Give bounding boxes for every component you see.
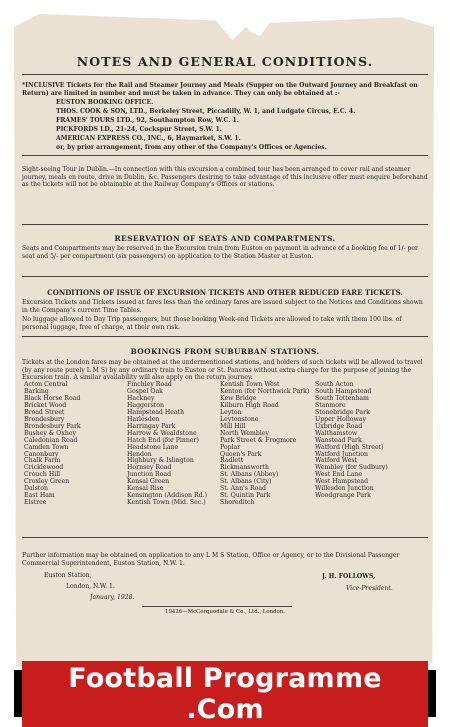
station-name: Watford West <box>315 457 358 465</box>
station-name: Croxley Green <box>24 478 70 486</box>
station-name: Chalk Farm <box>24 457 61 465</box>
station-name: Leyton <box>220 408 242 416</box>
station-name: Camden Town <box>24 443 69 451</box>
station-name: Mill Hill <box>220 422 246 430</box>
sightseeing-paragraph: Sight-seeing Tour in Dublin.—In connection with this excursion a combined tour has been arranged to cover rail and steamer journey, meals en route, drive in Dublin, &c. Passengers desiring to take advantage of this inclusive offer must enquire beforehand as the tickets will not be obtainable at the Railway Company's Offices or stations. <box>22 166 428 189</box>
station-name: Queen's Park <box>220 450 262 458</box>
divider <box>142 606 292 607</box>
station-name: Kensal Green <box>127 478 170 486</box>
station-name: Cricklewood <box>24 464 64 472</box>
agency-cook: THOS. COOK & SON, LTD., Berkeley Street, Piccadilly, W. 1, and Ludgate Circus, E.C. 4. <box>56 108 356 115</box>
station-name: Barking <box>24 387 49 395</box>
conditions-heading: CONDITIONS OF ISSUE OF EXCURSION TICKETS AND OTHER REDUCED FARE TICKETS. <box>47 288 403 297</box>
station-name: North Wembley <box>220 429 270 437</box>
signatory-name: J. H. FOLLOWS, <box>322 573 376 580</box>
station-name: Bushey & Oxhey <box>24 429 76 437</box>
printer-imprint: 19426—McCorquodale & Co., Ltd., London. <box>165 609 285 615</box>
station-name: Harringay Park <box>127 422 176 430</box>
suburban-heading: BOOKINGS FROM SUBURBAN STATIONS. <box>130 347 320 356</box>
station-name: Crouch Hill <box>24 471 61 479</box>
station-name: Poplar <box>220 443 241 451</box>
divider <box>22 537 428 538</box>
signature-date: January, 1928. <box>90 594 135 601</box>
station-column-2 <box>127 382 207 507</box>
divider <box>22 336 428 337</box>
station-name: Kilburn High Road <box>220 401 279 409</box>
suburban-text: Tickets at the London fares may be obtained at the undermentioned stations, and holders of such tickets will be allowed to travel (by any route purely L M S) by any ordinary train to Euston or St. Pancras without extra charge for the purpose of joining the Excursion train. A similar availability will also apply on the return journey. <box>22 359 423 382</box>
agency-frames: FRAMES' TOURS LTD., 92, Southampton Row, W.C. 1. <box>56 117 239 124</box>
station-name: Harrow & Wealdstone <box>127 429 197 437</box>
station-name: Wanstead Park <box>315 436 362 444</box>
station-name: Caledonian Road <box>24 436 78 444</box>
station-name: Kensal Rise <box>127 485 164 493</box>
station-name: Leytonstone <box>220 415 259 423</box>
station-name: Radlett <box>220 457 244 465</box>
divider <box>22 276 428 277</box>
station-column-3 <box>220 382 309 507</box>
conditions-text-1: Excursion Tickets and Tickets issued at fares less than the ordinary fares are issued subject to the Notices and Conditions shown in the Company's current Time Tables. <box>22 299 423 314</box>
station-name: Watford Junction <box>315 450 368 458</box>
station-name: Broad Street <box>24 408 65 416</box>
station-name: Hornsey Road <box>127 464 172 472</box>
station-name: St. Albans (City) <box>220 478 272 486</box>
station-name: Shoreditch <box>220 499 255 507</box>
station-name: South Tottenham <box>315 394 369 402</box>
inclusive-paragraph: *INCLUSIVE Tickets for the Rail and Steamer Journey and Meals (Supper on the Outward Journey and Breakfast on Return) are limited in number and must be taken in advance. They can only be obtained at :- <box>22 82 418 97</box>
station-name: Dalston <box>24 485 49 493</box>
station-name: Kentish Town West <box>220 381 280 388</box>
further-info: Further information may be obtained on application to any L M S Station, Office or Agency, or to the Divisional Passenger Commercial Superintendent, Euston Station, N.W. 1. <box>22 552 400 567</box>
station-name: St. Quintin Park <box>220 492 271 500</box>
station-name: Finchley Road <box>127 381 172 388</box>
station-name: East Ham <box>24 492 55 500</box>
station-name: Stanmore <box>315 401 346 409</box>
station-name: South Acton <box>315 381 354 388</box>
station-name: Hackney <box>127 394 155 402</box>
station-name: Kensington (Addison Rd.) <box>127 492 208 500</box>
station-name: Kentish Town (Mid. Sec.) <box>127 499 206 507</box>
station-name: Woodgrange Park <box>315 492 371 500</box>
station-name: Willesden Junction <box>315 485 374 493</box>
station-name: Elstree <box>24 499 47 507</box>
station-name: St. Albans (Abbey) <box>220 471 279 479</box>
station-name: Harlesden <box>127 415 160 423</box>
station-name: West End Lane <box>315 471 363 479</box>
station-name: Canonbury <box>24 450 59 458</box>
signatory-role: Vice-President. <box>346 585 393 592</box>
station-name: Bricket Wood <box>24 401 67 409</box>
reservation-heading: RESERVATION OF SEATS AND COMPARTMENTS. <box>114 234 336 243</box>
station-name: Watford (High Street) <box>315 443 384 451</box>
signature-place: Euston Station, <box>44 572 92 579</box>
station-name: Walthamstow <box>315 429 358 437</box>
station-name: West Hampstead <box>315 478 369 486</box>
station-name: Kenton (for Northwick Park) <box>220 387 310 395</box>
agency-pickfords: PICKFORDS LD., 21-24, Cockspur Street, S.W. 1. <box>56 126 222 133</box>
station-name: Acton Central <box>24 381 68 388</box>
station-name: Park Street & Frogmore <box>220 436 297 444</box>
conditions-text-2: No luggage allowed to Day Trip passengers, but those booking Week-end Tickets are allowed to take with them 100 lbs. of personal luggage, free of charge, at their own risk. <box>22 316 402 331</box>
station-name: Highbury & Islington <box>127 457 194 465</box>
station-name: Haggerston <box>127 401 164 409</box>
signature-city: London, N.W. 1. <box>66 583 115 590</box>
agency-euston: EUSTON BOOKING OFFICE. <box>56 99 154 106</box>
station-name: Brondesbury <box>24 415 65 423</box>
station-name: Upper Holloway <box>315 415 367 423</box>
station-name: Rickmansworth <box>220 464 270 472</box>
station-name: Brondesbury Park <box>24 422 81 430</box>
document-content <box>22 26 428 666</box>
divider <box>22 155 428 156</box>
watermark-banner <box>14 662 436 725</box>
station-name: Uxbridge Road <box>315 422 363 430</box>
station-column-4 <box>315 382 388 500</box>
page-title: NOTES AND GENERAL CONDITIONS. <box>76 54 374 69</box>
station-name: Junction Road <box>127 471 172 479</box>
station-name: Wembley (for Sudbury) <box>315 464 388 472</box>
station-name: Hampstead Heath <box>127 408 185 416</box>
station-name: Headstone Lane <box>127 443 179 451</box>
banner-text: Football Programme .Com <box>22 661 428 727</box>
divider <box>22 74 428 75</box>
divider <box>22 224 428 225</box>
station-name: Hatch End (for Pinner) <box>127 436 199 444</box>
agency-other: or, by prior arrangement, from any other of the Company's Offices or Agencies. <box>56 144 327 151</box>
station-name: Gospel Oak <box>127 387 163 395</box>
station-name: Kew Bridge <box>220 394 257 402</box>
agency-american-express: AMERICAN EXPRESS CO., INC., 6, Haymarket, S.W. 1. <box>56 135 241 142</box>
station-name: St. Ann's Road <box>220 485 266 493</box>
reservation-text: Seats and Compartments may be reserved in the Excursion train from Euston on payment in advance of a booking fee of 1/- per seat and 5/- per compartment (six passengers) on application to the Station Master at Euston. <box>22 245 418 260</box>
station-name: South Hampstead <box>315 387 372 395</box>
station-name: Stonebridge Park <box>315 408 370 416</box>
station-column-1 <box>24 382 81 507</box>
station-name: Hendon <box>127 450 152 458</box>
station-name: Black Horse Road <box>24 394 81 402</box>
